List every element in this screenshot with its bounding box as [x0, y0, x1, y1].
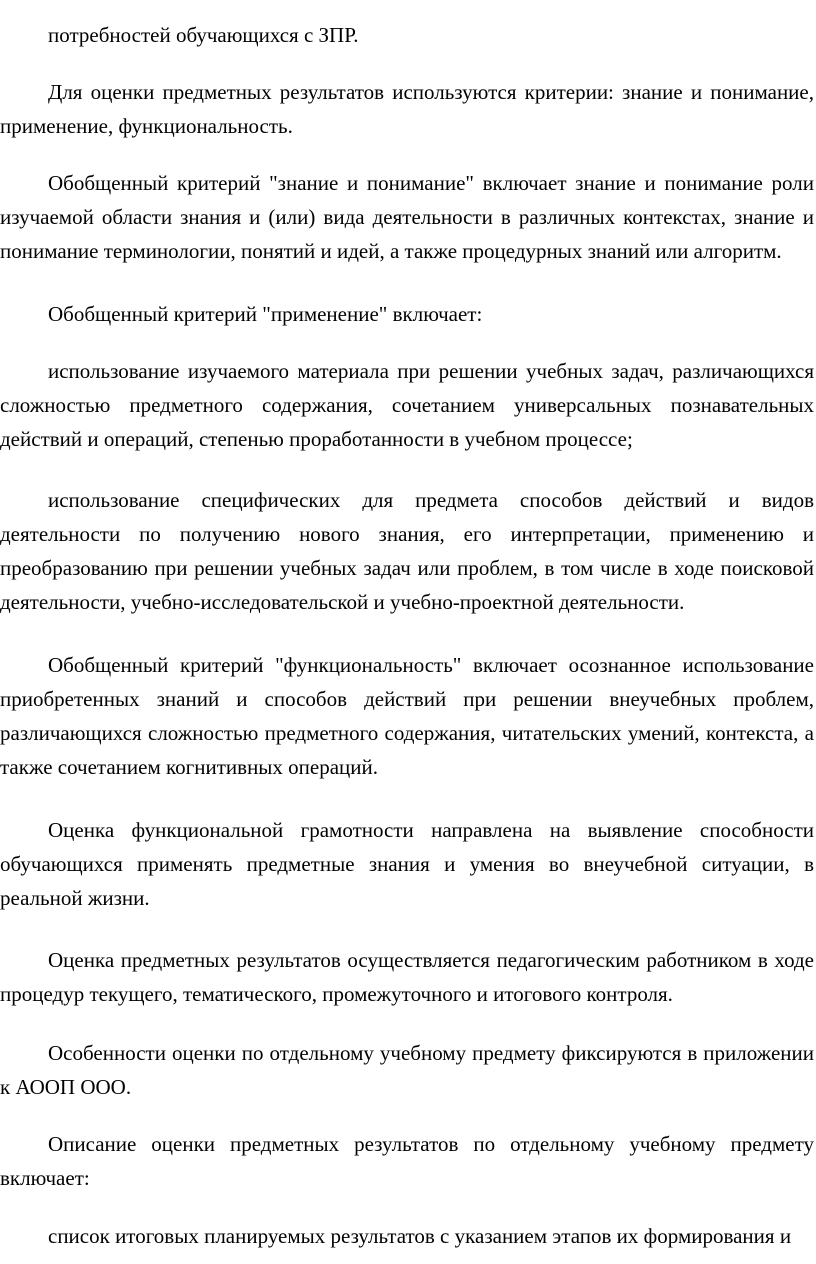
paragraph-assessment-control: Оценка предметных результатов осуществляется педагогическим работником в ходе процедур текущего, тематического, промежуточного и итогового контроля. — [0, 948, 814, 1006]
paragraph-continuation: потребностей обучающихся с ЗПР. — [48, 23, 359, 47]
paragraph-subject-specifics: Особенности оценки по отдельному учебному предмету фиксируются в приложении к АООП ООО. — [0, 1041, 814, 1099]
paragraph-application-criterion: Обобщенный критерий "применение" включает: — [48, 302, 483, 326]
paragraph-application-item-2: использование специфических для предмета способов действий и видов деятельности по получению нового знания, его интерпретации, применению и преобразованию при решении учебных задач или проблем, в том числе в ходе поисковой деятельности, учебно-исследовательской и учебно-проектной деятельности. — [0, 488, 814, 614]
paragraph-knowledge-criterion: Обобщенный критерий "знание и понимание" включает знание и понимание роли изучаемой области знания и (или) вида деятельности в различных контекстах, знание и понимание терминологии, понятий и идей, а также процедурных знаний или алгоритм. — [0, 171, 814, 263]
paragraph-application-item-1: использование изучаемого материала при решении учебных задач, различающихся сложностью предметного содержания, сочетанием универсальных познавательных действий и операций, степенью проработанности в учебном процессе; — [0, 359, 814, 451]
paragraph-functional-literacy: Оценка функциональной грамотности направлена на выявление способности обучающихся применять предметные знания и умения во внеучебной ситуации, в реальной жизни. — [0, 818, 814, 910]
paragraph-results-list: список итоговых планируемых результатов с указанием этапов их формирования и — [48, 1224, 792, 1248]
paragraph-criteria-intro: Для оценки предметных результатов используются критерии: знание и понимание, применение, функциональность. — [0, 80, 814, 138]
paragraph-assessment-description: Описание оценки предметных результатов по отдельному учебному предмету включает: — [0, 1132, 814, 1190]
paragraph-functionality-criterion: Обобщенный критерий "функциональность" включает осознанное использование приобретенных знаний и способов действий при решении внеучебных проблем, различающихся сложностью предметного содержания, читательских умений, контекста, а также сочетанием когнитивных операций. — [0, 653, 814, 779]
